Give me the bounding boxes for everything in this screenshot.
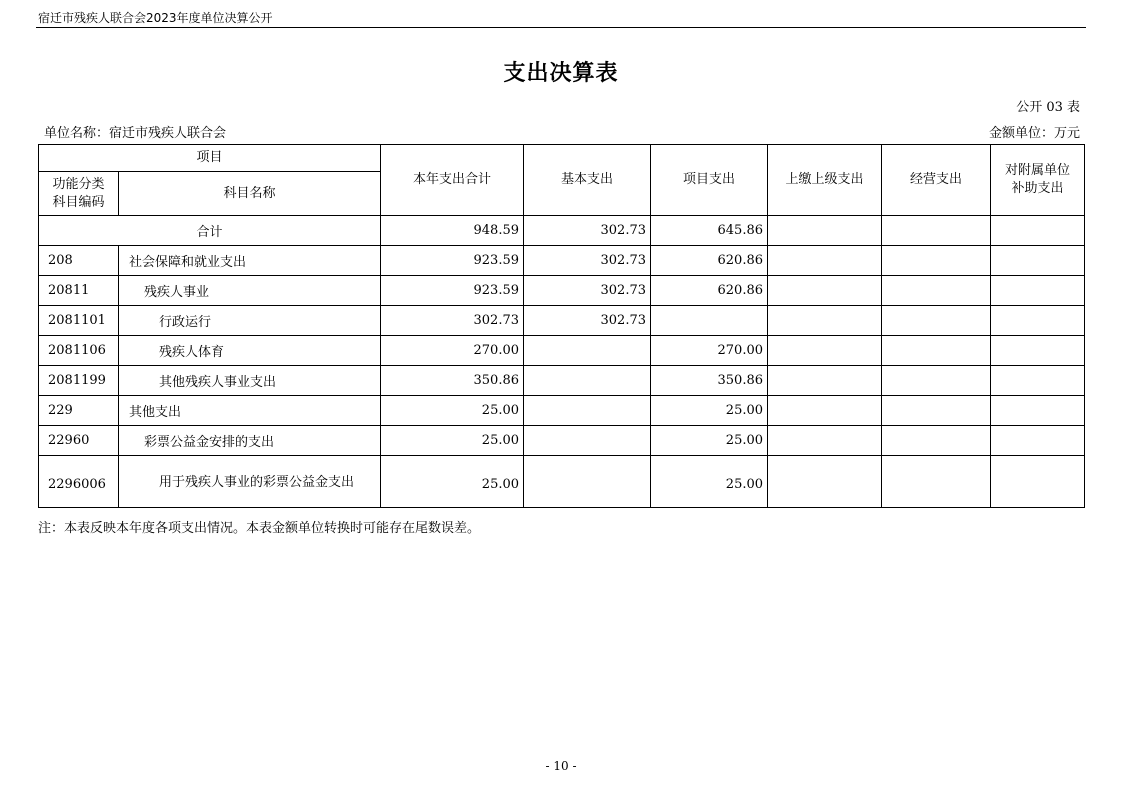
col-project-header: 项目 bbox=[39, 145, 381, 172]
col-upper-header: 上缴上级支出 bbox=[768, 145, 882, 216]
total-total: 948.59 bbox=[381, 216, 524, 246]
table-row bbox=[39, 366, 1085, 396]
row-project: 25.00 bbox=[651, 426, 768, 456]
row-upper bbox=[768, 246, 882, 276]
row-name: 用于残疾人事业的彩票公益金支出 bbox=[119, 456, 381, 508]
row-name: 彩票公益金安排的支出 bbox=[119, 426, 381, 456]
col-basic-header: 基本支出 bbox=[524, 145, 651, 216]
page-number: - 10 - bbox=[545, 759, 577, 773]
row-project: 620.86 bbox=[651, 246, 768, 276]
unit-name: 单位名称：宿迁市残疾人联合会 bbox=[44, 126, 227, 141]
row-basic bbox=[524, 426, 651, 456]
row-business bbox=[882, 336, 991, 366]
expenditure-table bbox=[38, 144, 1085, 508]
row-code: 208 bbox=[39, 246, 119, 276]
table-row bbox=[39, 396, 1085, 426]
row-project: 620.86 bbox=[651, 276, 768, 306]
total-business bbox=[882, 216, 991, 246]
table-row bbox=[39, 276, 1085, 306]
row-business bbox=[882, 366, 991, 396]
row-total: 25.00 bbox=[381, 456, 524, 508]
row-code: 22960 bbox=[39, 426, 119, 456]
row-upper bbox=[768, 426, 882, 456]
row-subsidy bbox=[991, 276, 1085, 306]
row-subsidy bbox=[991, 456, 1085, 508]
table-note: 注：本表反映本年度各项支出情况。本表金额单位转换时可能存在尾数误差。 bbox=[38, 521, 481, 536]
row-subsidy bbox=[991, 426, 1085, 456]
row-basic bbox=[524, 396, 651, 426]
row-total: 923.59 bbox=[381, 246, 524, 276]
row-business bbox=[882, 456, 991, 508]
row-total: 25.00 bbox=[381, 426, 524, 456]
row-total: 302.73 bbox=[381, 306, 524, 336]
row-name: 残疾人事业 bbox=[119, 276, 381, 306]
row-total: 25.00 bbox=[381, 396, 524, 426]
row-basic: 302.73 bbox=[524, 276, 651, 306]
row-subsidy bbox=[991, 366, 1085, 396]
row-name: 其他支出 bbox=[119, 396, 381, 426]
row-basic: 302.73 bbox=[524, 246, 651, 276]
table-number: 公开 03 表 bbox=[1016, 100, 1080, 115]
total-project: 645.86 bbox=[651, 216, 768, 246]
total-upper bbox=[768, 216, 882, 246]
row-subsidy bbox=[991, 246, 1085, 276]
row-basic bbox=[524, 456, 651, 508]
row-business bbox=[882, 276, 991, 306]
row-business bbox=[882, 306, 991, 336]
row-business bbox=[882, 396, 991, 426]
row-upper bbox=[768, 366, 882, 396]
row-upper bbox=[768, 396, 882, 426]
row-total: 270.00 bbox=[381, 336, 524, 366]
table-row bbox=[39, 426, 1085, 456]
table-row bbox=[39, 456, 1085, 508]
row-code: 2081101 bbox=[39, 306, 119, 336]
row-basic bbox=[524, 336, 651, 366]
col-business-header: 经营支出 bbox=[882, 145, 991, 216]
table-row bbox=[39, 306, 1085, 336]
row-basic: 302.73 bbox=[524, 306, 651, 336]
row-project bbox=[651, 306, 768, 336]
row-name: 残疾人体育 bbox=[119, 336, 381, 366]
table-row bbox=[39, 336, 1085, 366]
row-code: 2081199 bbox=[39, 366, 119, 396]
row-project: 25.00 bbox=[651, 396, 768, 426]
header-rule bbox=[36, 27, 1086, 28]
row-business bbox=[882, 426, 991, 456]
total-row bbox=[39, 216, 1085, 246]
row-upper bbox=[768, 306, 882, 336]
row-project: 350.86 bbox=[651, 366, 768, 396]
row-name: 社会保障和就业支出 bbox=[119, 246, 381, 276]
row-code: 2081106 bbox=[39, 336, 119, 366]
col-project-exp-header: 项目支出 bbox=[651, 145, 768, 216]
total-label: 合计 bbox=[39, 216, 381, 246]
row-code: 229 bbox=[39, 396, 119, 426]
row-basic bbox=[524, 366, 651, 396]
table-row bbox=[39, 246, 1085, 276]
row-subsidy bbox=[991, 396, 1085, 426]
row-total: 923.59 bbox=[381, 276, 524, 306]
row-name: 其他残疾人事业支出 bbox=[119, 366, 381, 396]
total-subsidy bbox=[991, 216, 1085, 246]
header-row-1 bbox=[39, 145, 1085, 172]
row-code: 2296006 bbox=[39, 456, 119, 508]
row-upper bbox=[768, 276, 882, 306]
row-project: 270.00 bbox=[651, 336, 768, 366]
col-func-code-header: 功能分类科目编码 bbox=[39, 172, 119, 216]
row-upper bbox=[768, 336, 882, 366]
row-name: 行政运行 bbox=[119, 306, 381, 336]
running-header: 宿迁市残疾人联合会2023年度单位决算公开 bbox=[38, 11, 273, 25]
row-subsidy bbox=[991, 306, 1085, 336]
col-subsidy-header: 对附属单位补助支出 bbox=[991, 145, 1085, 216]
row-code: 20811 bbox=[39, 276, 119, 306]
page-title: 支出决算表 bbox=[503, 61, 619, 86]
col-total-header: 本年支出合计 bbox=[381, 145, 524, 216]
row-business bbox=[882, 246, 991, 276]
row-total: 350.86 bbox=[381, 366, 524, 396]
col-subject-name-header: 科目名称 bbox=[119, 172, 381, 216]
row-upper bbox=[768, 456, 882, 508]
row-project: 25.00 bbox=[651, 456, 768, 508]
total-basic: 302.73 bbox=[524, 216, 651, 246]
amount-unit: 金额单位：万元 bbox=[988, 126, 1080, 141]
row-subsidy bbox=[991, 336, 1085, 366]
